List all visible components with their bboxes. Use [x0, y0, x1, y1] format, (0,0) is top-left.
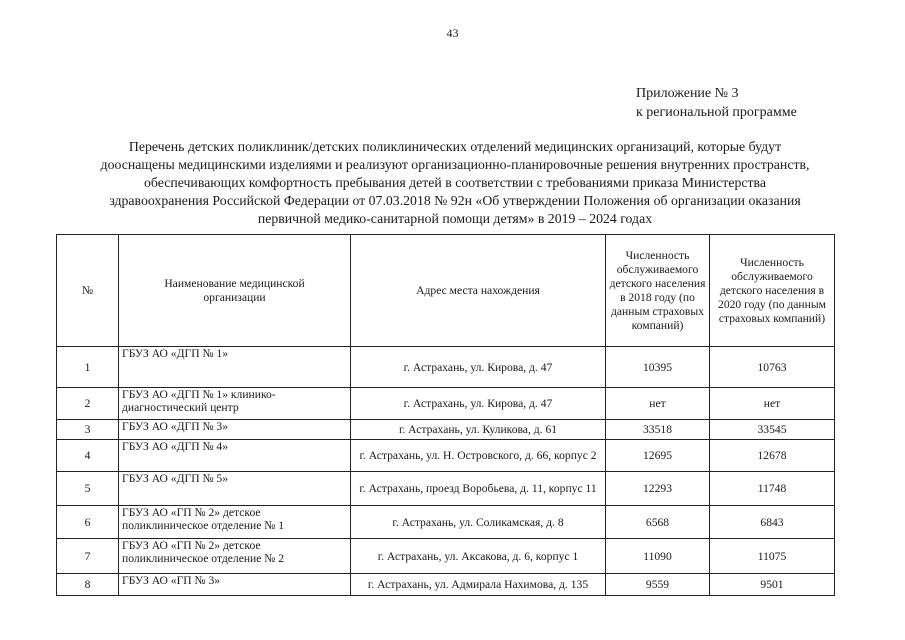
- row-organization-name: ГБУЗ АО «ДГП № 4»: [119, 440, 351, 472]
- row-number: 1: [57, 347, 119, 388]
- row-population-2018: 12695: [606, 440, 710, 472]
- row-population-2020: 12678: [710, 440, 835, 472]
- table-row: [57, 539, 835, 574]
- appendix-note: [636, 84, 797, 122]
- table-row: [57, 347, 835, 388]
- page-number: 43: [446, 26, 459, 40]
- row-address: г. Астрахань, ул. Куликова, д. 61: [351, 420, 606, 440]
- row-address: г. Астрахань, ул. Кирова, д. 47: [351, 388, 606, 420]
- title-line-5: первичной медико-санитарной помощи детям» в 2019 – 2024 годах: [257, 211, 653, 226]
- row-number: 3: [57, 420, 119, 440]
- row-number: 8: [57, 574, 119, 596]
- row-number: 6: [57, 506, 119, 539]
- row-population-2018: 9559: [606, 574, 710, 596]
- row-population-2018: 33518: [606, 420, 710, 440]
- row-population-2020: нет: [710, 388, 835, 420]
- row-organization-name: ГБУЗ АО «ДГП № 1» клинико-диагностический центр: [119, 388, 351, 420]
- row-organization-name: ГБУЗ АО «ДГП № 3»: [119, 420, 351, 440]
- document-title: [52, 138, 858, 228]
- row-population-2020: 10763: [710, 347, 835, 388]
- appendix-line-1: Приложение № 3: [636, 86, 739, 101]
- clinics-table: [56, 234, 835, 596]
- title-line-4: здравоохранения Российской Федерации от 07.03.2018 № 92н «Об утверждении Положения об организации оказания: [109, 193, 801, 208]
- row-address: г. Астрахань, ул. Адмирала Нахимова, д. 135: [351, 574, 606, 596]
- table-row: [57, 388, 835, 420]
- row-organization-name: ГБУЗ АО «ГП № 2» детское поликлиническое отделение № 2: [119, 539, 351, 574]
- table-row: [57, 506, 835, 539]
- row-population-2018: нет: [606, 388, 710, 420]
- row-organization-name: ГБУЗ АО «ДГП № 1»: [119, 347, 351, 388]
- row-population-2018: 6568: [606, 506, 710, 539]
- header-num: №: [57, 235, 119, 347]
- row-population-2018: 10395: [606, 347, 710, 388]
- row-address: г. Астрахань, ул. Н. Островского, д. 66, корпус 2: [351, 440, 606, 472]
- title-line-2: дооснащены медицинскими изделиями и реализуют организационно-планировочные решения внутренних пространств,: [100, 157, 810, 172]
- row-address: г. Астрахань, ул. Аксакова, д. 6, корпус 1: [351, 539, 606, 574]
- row-number: 4: [57, 440, 119, 472]
- appendix-line-2: к региональной программе: [636, 105, 797, 120]
- row-number: 7: [57, 539, 119, 574]
- row-address: г. Астрахань, ул. Кирова, д. 47: [351, 347, 606, 388]
- row-organization-name: ГБУЗ АО «ГП № 3»: [119, 574, 351, 596]
- row-address: г. Астрахань, проезд Воробьева, д. 11, корпус 11: [351, 472, 606, 506]
- row-population-2020: 11748: [710, 472, 835, 506]
- header-pop2020: Численность обслуживаемого детского населения в 2020 году (по данным страховых компаний): [710, 235, 835, 347]
- row-organization-name: ГБУЗ АО «ДГП № 5»: [119, 472, 351, 506]
- header-pop2018: Численность обслуживаемого детского населения в 2018 году (по данным страховых компаний): [606, 235, 710, 347]
- table-row: [57, 574, 835, 596]
- row-population-2020: 9501: [710, 574, 835, 596]
- title-line-3: обеспечивающих комфортность пребывания детей в соответствии с требованиями приказа Министерства: [144, 175, 766, 190]
- row-population-2020: 6843: [710, 506, 835, 539]
- row-number: 5: [57, 472, 119, 506]
- table-row: [57, 420, 835, 440]
- title-line-1: Перечень детских поликлиник/детских поликлинических отделений медицинских организаций, которые будут: [128, 139, 782, 154]
- row-population-2018: 11090: [606, 539, 710, 574]
- table-row: [57, 472, 835, 506]
- row-number: 2: [57, 388, 119, 420]
- table-header-row: [57, 235, 835, 347]
- row-population-2018: 12293: [606, 472, 710, 506]
- table-row: [57, 440, 835, 472]
- row-organization-name: ГБУЗ АО «ГП № 2» детское поликлиническое отделение № 1: [119, 506, 351, 539]
- header-address: Адрес места нахождения: [351, 235, 606, 347]
- row-population-2020: 11075: [710, 539, 835, 574]
- header-name: Наименование медицинской организации: [119, 235, 351, 347]
- row-address: г. Астрахань, ул. Соликамская, д. 8: [351, 506, 606, 539]
- row-population-2020: 33545: [710, 420, 835, 440]
